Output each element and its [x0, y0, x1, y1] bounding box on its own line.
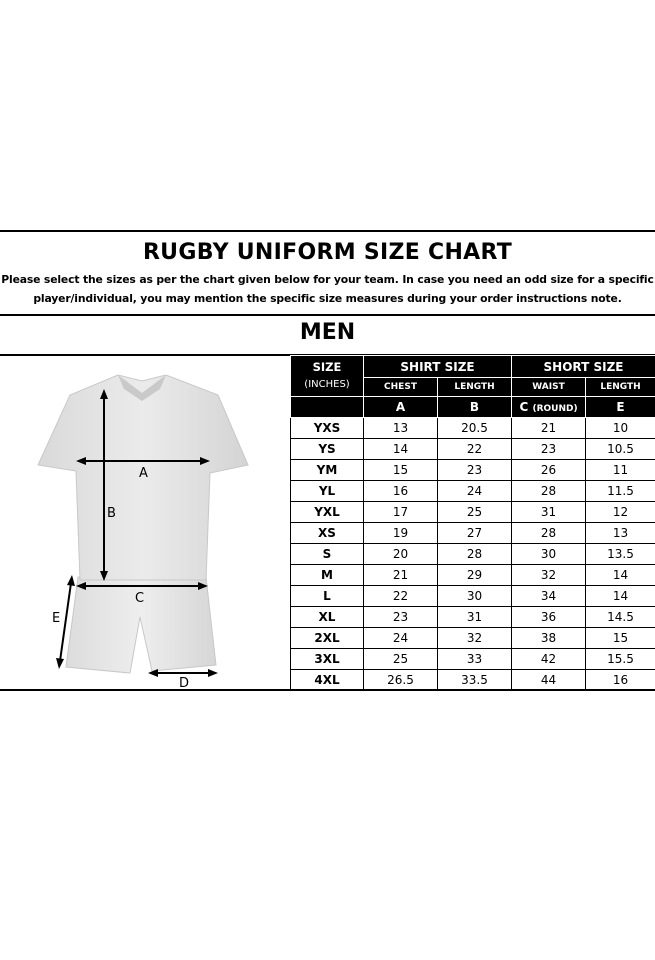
- label-b: B: [107, 506, 116, 521]
- cell-chest: 23: [364, 607, 438, 628]
- label-a: A: [139, 466, 148, 481]
- top-rule: [0, 230, 655, 232]
- cell-short-length: 14.5: [586, 607, 655, 628]
- cell-shirt-length: 28: [438, 544, 512, 565]
- code-b: B: [438, 397, 512, 418]
- cell-waist: 34: [512, 586, 586, 607]
- cell-chest: 25: [364, 649, 438, 670]
- shirt-size-header: SHIRT SIZE: [364, 356, 512, 378]
- instructions-line-2: player/individual, you may mention the specific size measures during your order instructions note.: [33, 292, 622, 305]
- cell-short-length: 15: [586, 628, 655, 649]
- table-row: [291, 418, 655, 439]
- arrow-e-head-bottom: [56, 658, 64, 669]
- table-row: [291, 670, 655, 691]
- cell-chest: 13: [364, 418, 438, 439]
- cell-waist: 38: [512, 628, 586, 649]
- instructions-line-1: Please select the sizes as per the chart given below for your team. In case you need an odd size for a specific: [1, 273, 654, 286]
- short-size-header: SHORT SIZE: [512, 356, 655, 378]
- table-row: [291, 502, 655, 523]
- cell-size: 3XL: [291, 649, 364, 670]
- cell-size: YS: [291, 439, 364, 460]
- cell-size: L: [291, 586, 364, 607]
- section-title: MEN: [299, 320, 356, 345]
- size-header-label: SIZE: [312, 360, 342, 374]
- code-blank: [291, 397, 364, 418]
- cell-chest: 26.5: [364, 670, 438, 691]
- cell-waist: 28: [512, 481, 586, 502]
- mid-rule: [0, 314, 655, 316]
- cell-size: 2XL: [291, 628, 364, 649]
- cell-shirt-length: 20.5: [438, 418, 512, 439]
- shirt-length-header: LENGTH: [438, 378, 512, 397]
- table-row: [291, 481, 655, 502]
- cell-waist: 32: [512, 565, 586, 586]
- cell-waist: 42: [512, 649, 586, 670]
- cell-short-length: 10.5: [586, 439, 655, 460]
- cell-chest: 24: [364, 628, 438, 649]
- table-row: [291, 586, 655, 607]
- cell-short-length: 13: [586, 523, 655, 544]
- label-c: C: [135, 591, 145, 606]
- chest-header: CHEST: [364, 378, 438, 397]
- cell-waist: 44: [512, 670, 586, 691]
- cell-chest: 15: [364, 460, 438, 481]
- cell-waist: 31: [512, 502, 586, 523]
- cell-chest: 22: [364, 586, 438, 607]
- cell-size: YM: [291, 460, 364, 481]
- cell-chest: 19: [364, 523, 438, 544]
- size-header-unit: (INCHES): [304, 379, 350, 390]
- cell-shirt-length: 29: [438, 565, 512, 586]
- cell-size: 4XL: [291, 670, 364, 691]
- short-length-header: LENGTH: [586, 378, 655, 397]
- cell-short-length: 11: [586, 460, 655, 481]
- cell-shirt-length: 25: [438, 502, 512, 523]
- cell-waist: 23: [512, 439, 586, 460]
- table-row: [291, 628, 655, 649]
- table-row: [291, 523, 655, 544]
- cell-chest: 16: [364, 481, 438, 502]
- cell-size: S: [291, 544, 364, 565]
- cell-shirt-length: 23: [438, 460, 512, 481]
- cell-shirt-length: 33: [438, 649, 512, 670]
- cell-chest: 21: [364, 565, 438, 586]
- instructions: [0, 270, 655, 308]
- cell-shirt-length: 31: [438, 607, 512, 628]
- table-row: [291, 460, 655, 481]
- cell-short-length: 13.5: [586, 544, 655, 565]
- code-a: A: [364, 397, 438, 418]
- cell-shirt-length: 24: [438, 481, 512, 502]
- cell-size: YXL: [291, 502, 364, 523]
- cell-shirt-length: 30: [438, 586, 512, 607]
- code-c: C: [519, 400, 529, 414]
- cell-waist: 21: [512, 418, 586, 439]
- table-row: [291, 439, 655, 460]
- cell-shirt-length: 22: [438, 439, 512, 460]
- cell-chest: 14: [364, 439, 438, 460]
- cell-size: YXS: [291, 418, 364, 439]
- waist-header: WAIST: [512, 378, 586, 397]
- cell-size: XL: [291, 607, 364, 628]
- arrow-e-head-top: [67, 575, 75, 586]
- cell-size: M: [291, 565, 364, 586]
- cell-short-length: 14: [586, 586, 655, 607]
- table-row: [291, 649, 655, 670]
- size-table: [290, 355, 655, 691]
- cell-waist: 30: [512, 544, 586, 565]
- cell-waist: 26: [512, 460, 586, 481]
- cell-chest: 17: [364, 502, 438, 523]
- size-header: [291, 356, 364, 397]
- cell-short-length: 14: [586, 565, 655, 586]
- cell-short-length: 16: [586, 670, 655, 691]
- table-row: [291, 565, 655, 586]
- table-row: [291, 607, 655, 628]
- cell-shirt-length: 32: [438, 628, 512, 649]
- cell-short-length: 12: [586, 502, 655, 523]
- code-c-cell: [512, 397, 586, 418]
- code-e: E: [586, 397, 655, 418]
- page-title: RUGBY UNIFORM SIZE CHART: [142, 240, 513, 265]
- cell-size: XS: [291, 523, 364, 544]
- cell-chest: 20: [364, 544, 438, 565]
- cell-short-length: 15.5: [586, 649, 655, 670]
- arrow-d-head-right: [208, 669, 218, 677]
- table-row: [291, 544, 655, 565]
- cell-short-length: 10: [586, 418, 655, 439]
- cell-size: YL: [291, 481, 364, 502]
- cell-waist: 28: [512, 523, 586, 544]
- code-c-note: (ROUND): [532, 404, 578, 414]
- cell-shirt-length: 27: [438, 523, 512, 544]
- cell-waist: 36: [512, 607, 586, 628]
- uniform-diagram: [0, 355, 290, 690]
- label-e: E: [52, 611, 61, 626]
- cell-short-length: 11.5: [586, 481, 655, 502]
- label-d: D: [179, 676, 190, 690]
- cell-shirt-length: 33.5: [438, 670, 512, 691]
